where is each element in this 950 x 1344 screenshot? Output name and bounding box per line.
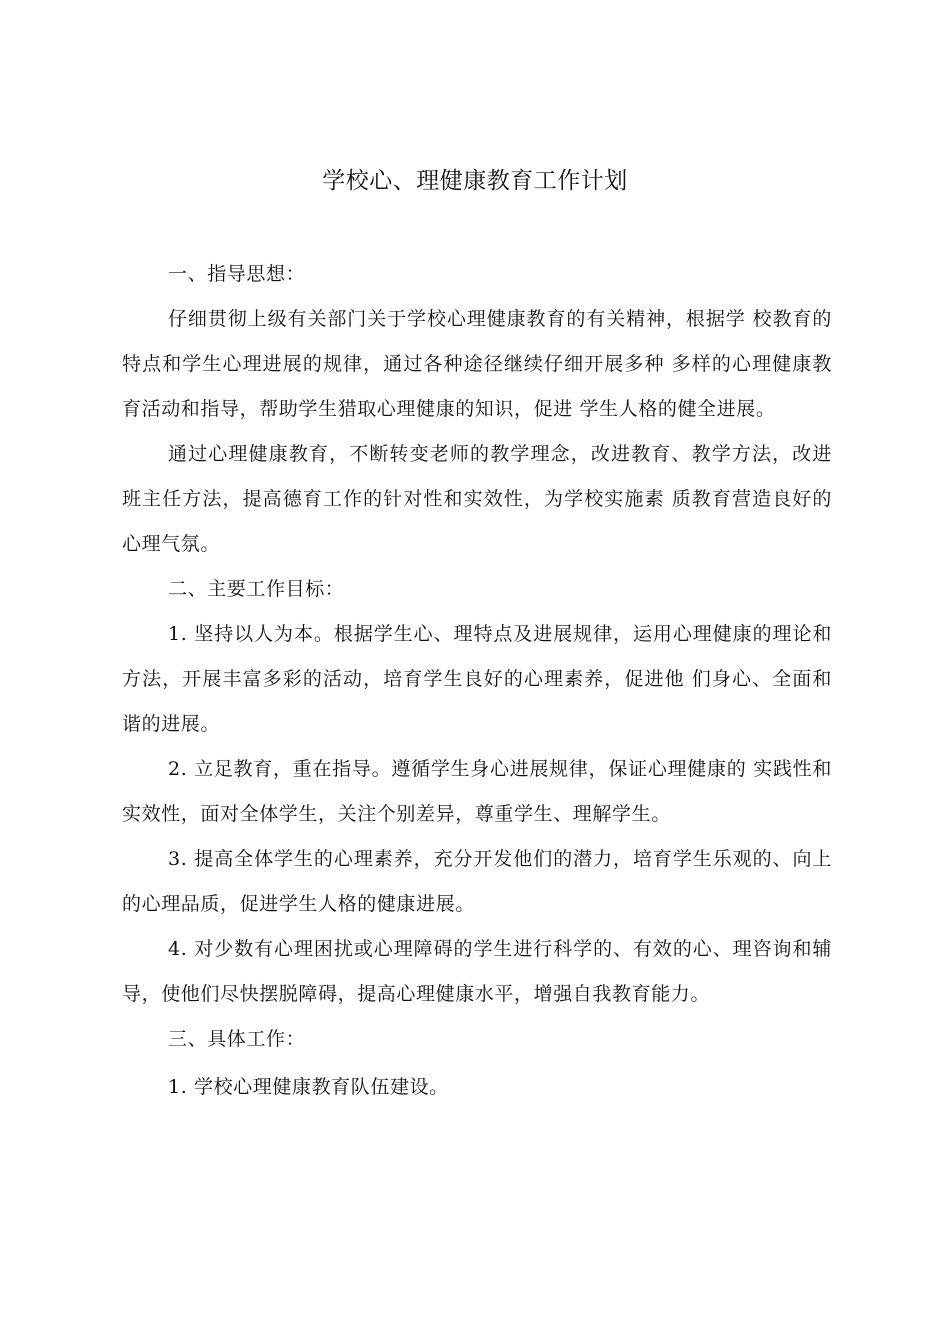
paragraph-guiding-thought-2: 通过心理健康教育，不断转变老师的教学理念，改进教育、教学方法，改进班主任方法，提高德育工作的针对性和实效性，为学校实施素 质教育营造良好的心理气氛。 xyxy=(122,443,832,555)
goal-item-2: 2. 立足教育，重在指导。遵循学生身心进展规律，保证心理健康的 实践性和实效性，面对全体学生，关注个别差异，尊重学生、理解学生。 xyxy=(122,758,832,825)
work-item-1: 1. 学校心理健康教育队伍建设。 xyxy=(168,1076,449,1098)
section-heading-specific-work: 三、具体工作： xyxy=(168,1028,306,1050)
document-body xyxy=(122,252,832,1110)
section-heading-main-goals: 二、主要工作目标： xyxy=(168,578,345,600)
goal-item-3: 3. 提高全体学生的心理素养，充分开发他们的潜力，培育学生乐观的、向上的心理品质，促进学生人格的健康进展。 xyxy=(122,848,832,915)
goal-item-4: 4. 对少数有心理困扰或心理障碍的学生进行科学的、有效的心、理咨询和辅导，使他们尽快摆脱障碍，提高心理健康水平，增强自我教育能力。 xyxy=(122,938,832,1005)
document-title: 学校心、理健康教育工作计划 xyxy=(322,168,628,194)
goal-item-1: 1. 坚持以人为本。根据学生心、理特点及进展规律，运用心理健康的理论和方法，开展丰富多彩的活动，培育学生良好的心理素养，促进他 们身心、全面和谐的进展。 xyxy=(122,623,832,735)
paragraph-guiding-thought-1: 仔细贯彻上级有关部门关于学校心理健康教育的有关精神，根据学 校教育的特点和学生心理进展的规律，通过各种途径继续仔细开展多种 多样的心理健康教育活动和指导，帮助学生猎取心理健康的知识，促进 学生人格的健全进展。 xyxy=(122,308,832,420)
section-heading-guiding-thought: 一、指导思想： xyxy=(168,263,306,285)
